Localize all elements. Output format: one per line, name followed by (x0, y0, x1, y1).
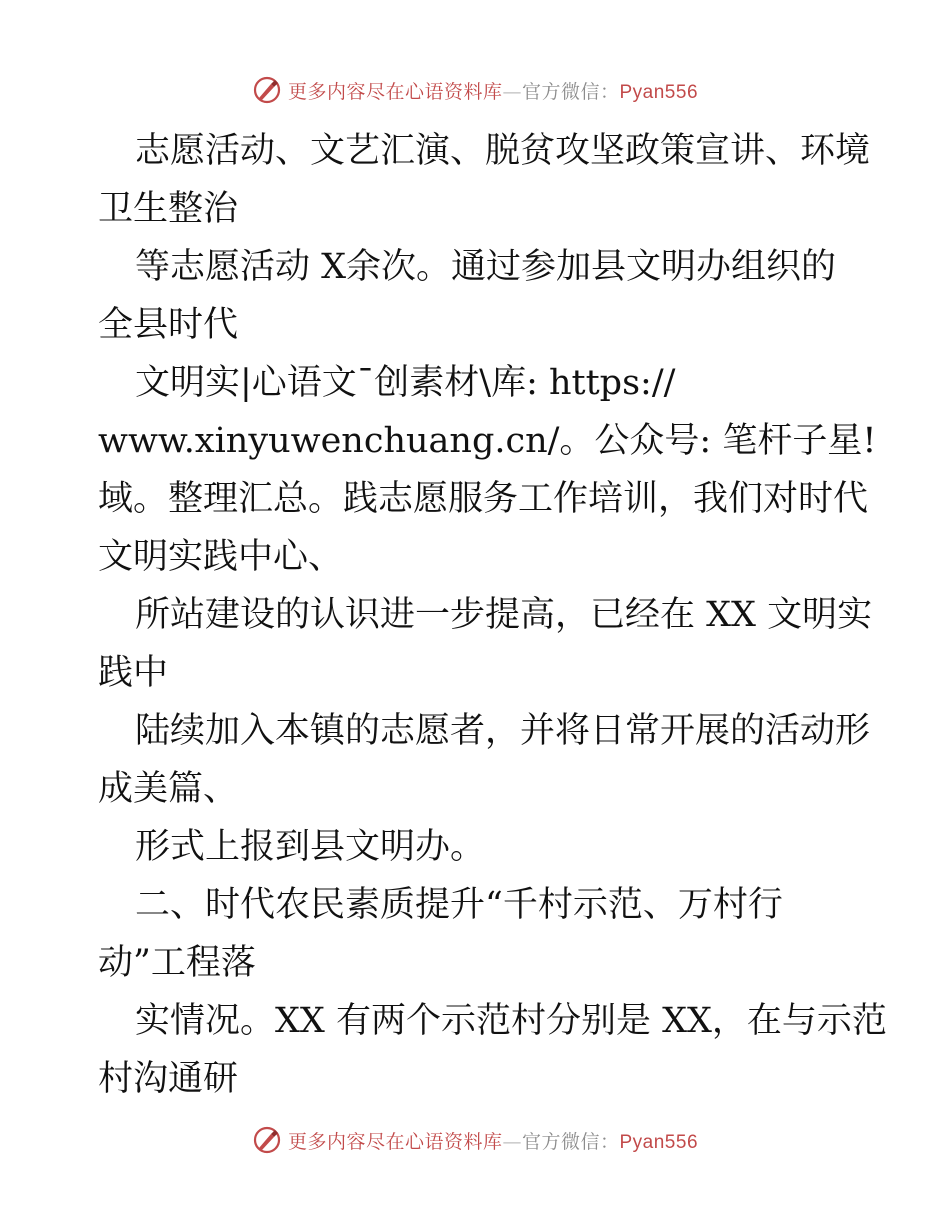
text-line: 文明实|心语文¯创素材\库: https:// (135, 363, 676, 403)
text-line: 村沟通研 (98, 1059, 239, 1099)
banner-main-text: 更多内容尽在心语资料库 (287, 80, 503, 103)
text-line: 二、时代农民素质提升“千村示范、万村行 (135, 885, 783, 925)
text-line: 动”工程落 (98, 943, 256, 983)
text-line: www.xinyuwenchuang.cn/。公众号: 笔杆子星! (98, 421, 877, 461)
text-line: 成美篇、 (98, 769, 239, 809)
text-line: 陆续加入本镇的志愿者，并将日常开展的活动形 (135, 711, 871, 751)
banner-label: 官方微信： (521, 80, 620, 103)
pen-logo-icon (252, 75, 282, 105)
footer-watermark-banner (0, 1120, 950, 1160)
text-line: 所站建设的认识进一步提高，已经在 XX 文明实 (135, 595, 873, 635)
text-line: 卫生整治 (98, 189, 239, 229)
banner-main-text: 更多内容尽在心语资料库 (287, 1130, 503, 1153)
banner-wechat-id: Pyan556 (619, 1131, 699, 1153)
banner-dash: — (502, 80, 522, 103)
banner-dash: — (502, 1130, 522, 1153)
text-line: 文明实践中心、 (98, 537, 344, 577)
text-line: 域。整理汇总。践志愿服务工作培训，我们对时代 (98, 479, 869, 519)
header-watermark-banner (0, 70, 950, 110)
document-body (98, 122, 887, 1108)
text-line: 践中 (98, 653, 169, 693)
text-line: 等志愿活动 X余次。通过参加县文明办组织的 (135, 247, 837, 287)
text-line: 形式上报到县文明办。 (135, 827, 486, 867)
text-line: 实情况。XX 有两个示范村分别是 XX，在与示范 (135, 1001, 887, 1041)
banner-wechat-id: Pyan556 (619, 81, 699, 103)
text-line: 志愿活动、文艺汇演、脱贫攻坚政策宣讲、环境 (135, 131, 871, 171)
pen-logo-icon (252, 1125, 282, 1155)
text-line: 全县时代 (98, 305, 239, 345)
banner-label: 官方微信： (521, 1130, 620, 1153)
